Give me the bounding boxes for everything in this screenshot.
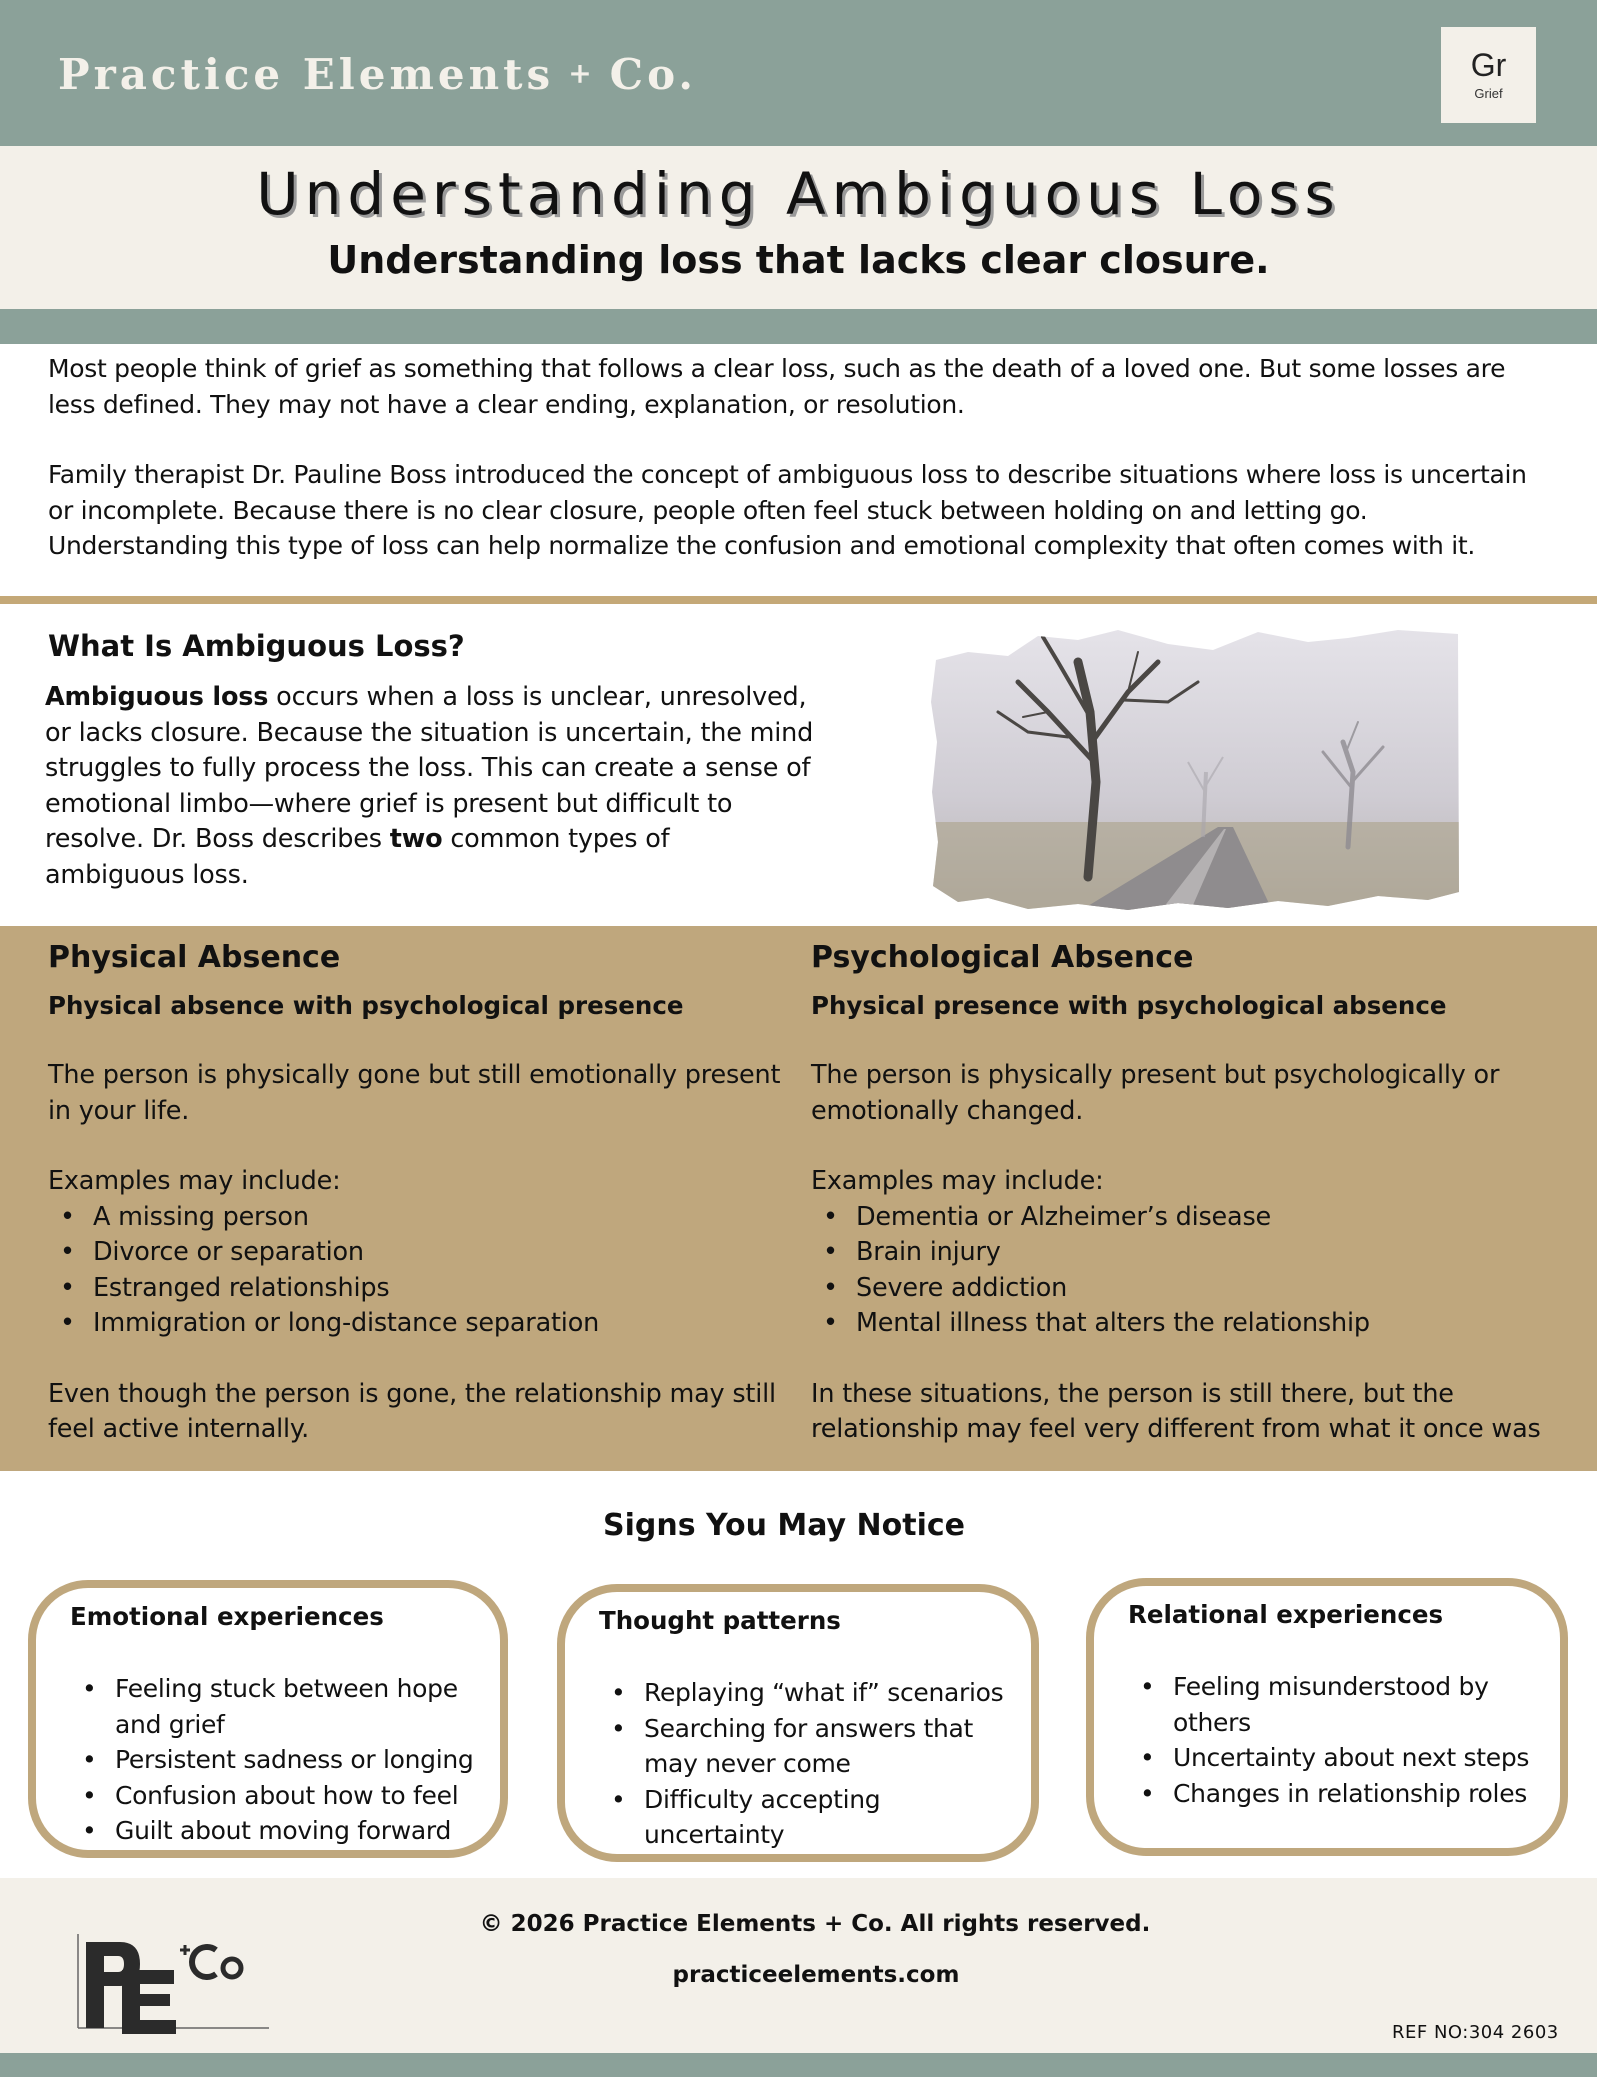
category-badge <box>1441 27 1536 123</box>
what-paragraph: Ambiguous loss occurs when a loss is unclear, unresolved, or lacks closure. Because the situation is uncertain, the mind struggles to fully process the loss. This can create a sense of emotional limbo—where grief is present but difficult to resolve. Dr. Boss describes two common types of ambiguous loss. <box>45 682 814 890</box>
relational-experiences-card <box>1086 1578 1568 1856</box>
signs-heading: Signs You May Notice <box>602 1508 966 1543</box>
list-item: • Feeling misunderstood by others <box>1128 1669 1548 1740</box>
badge-symbol: Gr <box>1470 47 1507 83</box>
page-title: Understanding Ambiguous Loss <box>256 160 1341 228</box>
list-item: • Difficulty accepting uncertainty <box>599 1782 1019 1853</box>
list-item: • A missing person <box>48 1200 788 1236</box>
psychological-absence-column <box>811 938 1551 1448</box>
psychological-examples-label: Examples may include: <box>811 1166 1104 1196</box>
list-item: • Uncertainty about next steps <box>1128 1740 1548 1776</box>
list-item: • Severe addiction <box>811 1271 1551 1307</box>
foggy-road-photo <box>928 622 1463 912</box>
list-item: • Immigration or long-distance separation <box>48 1306 788 1342</box>
list-item: • Guilt about moving forward <box>70 1813 490 1849</box>
psychological-examples-list <box>811 1200 1551 1342</box>
list-item: • Mental illness that alters the relationship <box>811 1306 1551 1342</box>
list-item: • Estranged relationships <box>48 1271 788 1307</box>
physical-heading: Physical Absence <box>48 940 341 975</box>
list-item: • Confusion about how to feel <box>70 1778 490 1814</box>
emotional-experiences-card <box>28 1580 508 1858</box>
card-list <box>1128 1669 1548 1811</box>
list-item: • Persistent sadness or longing <box>70 1742 490 1778</box>
header-bar <box>0 0 1597 146</box>
website-link[interactable]: practiceelements.com <box>672 1962 960 1988</box>
physical-absence-column <box>48 938 788 1448</box>
card-title: Emotional experiences <box>70 1602 384 1631</box>
intro-paragraph-2: Family therapist Dr. Pauline Boss introduced the concept of ambiguous loss to describe situations where loss is uncertain or incomplete. Because there is no clear closure, people often feel stuck between holding on and letting go. Understanding this type of loss can help normalize the confusion and emotional complexity that often comes with it. <box>48 460 1527 560</box>
list-item: • Replaying “what if” scenarios <box>599 1675 1019 1711</box>
list-item: • Feeling stuck between hope and grief <box>70 1671 490 1742</box>
list-item: • Changes in relationship roles <box>1128 1776 1548 1812</box>
brand-logo <box>74 1928 274 2048</box>
badge-label: Grief <box>1474 86 1503 101</box>
intro-paragraph-1: Most people think of grief as something that follows a clear loss, such as the death of a loved one. But some losses are less defined. They may not have a clear ending, explanation, or resolution. <box>48 354 1506 419</box>
physical-closing: Even though the person is gone, the relationship may still feel active internally. <box>48 1378 776 1444</box>
title-band <box>0 146 1597 309</box>
psychological-closing: In these situations, the person is still there, but the relationship may feel very different from what it once was <box>811 1378 1541 1444</box>
card-title: Relational experiences <box>1128 1600 1444 1629</box>
brand-name: Practice Elements + Co. <box>58 50 697 99</box>
reference-number: REF NO:304 2603 <box>1392 2022 1559 2043</box>
physical-description: The person is physically gone but still emotionally present in your life. <box>48 1060 781 1126</box>
psychological-description: The person is physically present but psychologically or emotionally changed. <box>811 1060 1500 1126</box>
physical-examples-list <box>48 1200 788 1342</box>
card-list <box>599 1675 1019 1853</box>
bottom-bar <box>0 2053 1597 2077</box>
what-heading: What Is Ambiguous Loss? <box>48 629 465 663</box>
list-item: • Dementia or Alzheimer’s disease <box>811 1200 1551 1236</box>
thought-patterns-card <box>557 1584 1039 1862</box>
list-item: • Searching for answers that may never come <box>599 1711 1019 1782</box>
card-list <box>70 1671 490 1849</box>
divider-bar <box>0 309 1597 344</box>
list-item: • Divorce or separation <box>48 1235 788 1271</box>
intro-section <box>48 351 1548 564</box>
page-subtitle: Understanding loss that lacks clear closure. <box>327 238 1270 282</box>
copyright-text: © 2026 Practice Elements + Co. All rights reserved. <box>479 1911 1151 1937</box>
card-title: Thought patterns <box>599 1606 841 1635</box>
physical-subheading: Physical absence with psychological presence <box>48 991 684 1020</box>
psychological-subheading: Physical presence with psychological absence <box>811 991 1447 1020</box>
gold-divider <box>0 596 1597 604</box>
physical-examples-label: Examples may include: <box>48 1166 341 1196</box>
psychological-heading: Psychological Absence <box>811 940 1194 975</box>
list-item: • Brain injury <box>811 1235 1551 1271</box>
